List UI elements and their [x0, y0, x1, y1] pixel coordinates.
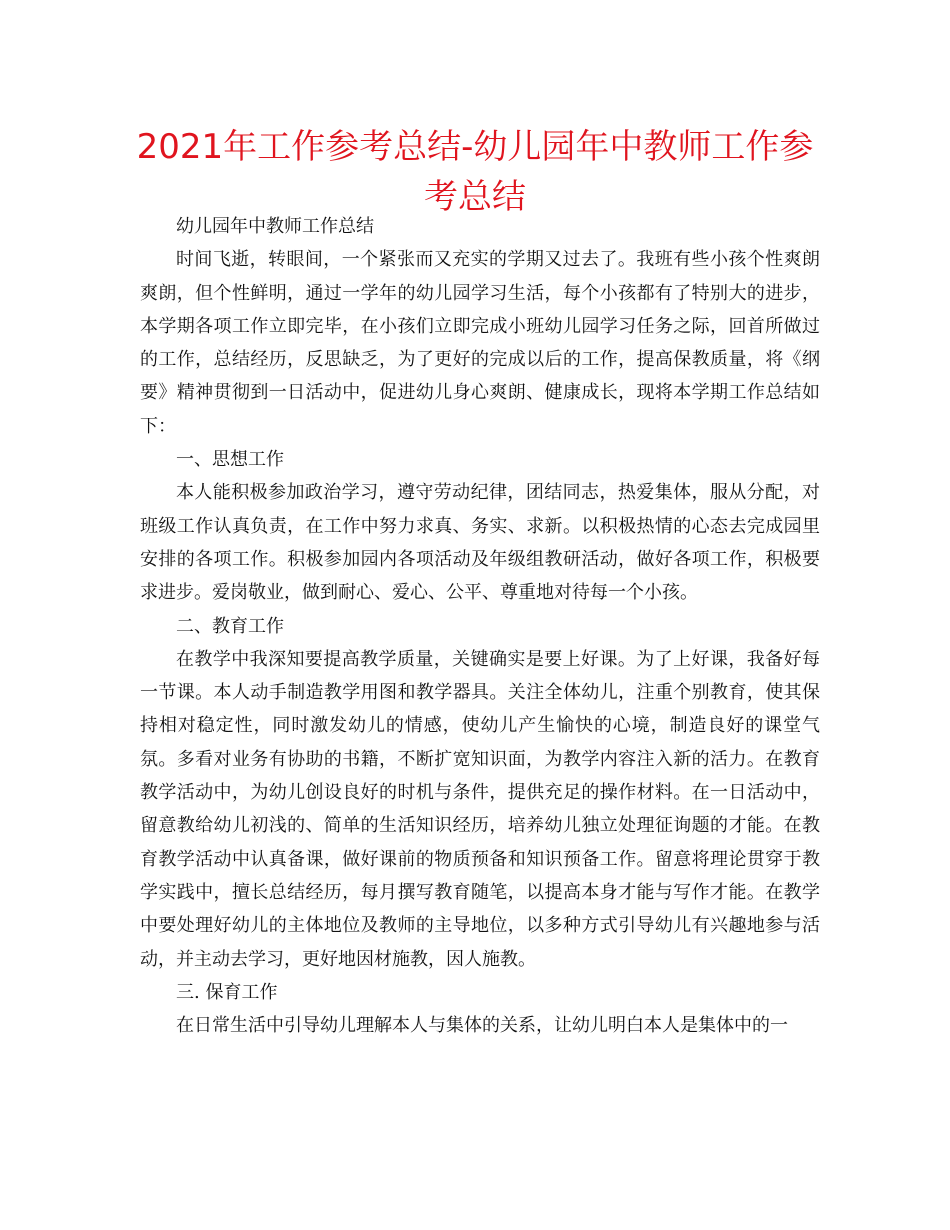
ideology-paragraph: 本人能积极参加政治学习，遵守劳动纪律，团结同志，热爱集体，服从分配，对班级工作认真负责，在工作中努力求真、务实、求新。以积极热情的心态去完成园里安排的各项工作。积极参加园内各项活动及年级组教研活动，做好各项工作，积极要求进步。爱岗敬业，做到耐心、爱心、公平、尊重地对待每一个小孩。 — [140, 482, 820, 604]
document-body — [140, 210, 820, 1042]
education-paragraph: 在教学中我深知要提高教学质量，关键确实是要上好课。为了上好课，我备好每一节课。本人动手制造教学用图和教学器具。关注全体幼儿，注重个别教育，使其保持相对稳定性，同时激发幼儿的情感，使幼儿产生愉快的心境，制造良好的课堂气氛。多看对业务有协助的书籍，不断扩宽知识面，为教学内容注入新的活力。在教育教学活动中，为幼儿创设良好的时机与条件，提供充足的操作材料。在一日活动中，留意教给幼儿初浅的、简单的生活知识经历，培养幼儿独立处理征询题的才能。在教育教学活动中认真备课，做好课前的物质预备和知识预备工作。留意将理论贯穿于教学实践中，擅长总结经历，每月撰写教育随笔，以提高本身才能与写作才能。在教学中要处理好幼儿的主体地位及教师的主导地位，以多种方式引导幼儿有兴趣地参与活动，并主动去学习，更好地因材施教，因人施教。 — [140, 648, 820, 970]
section-heading-care: 三. 保育工作 — [176, 981, 278, 1003]
subtitle-paragraph: 幼儿园年中教师工作总结 — [176, 216, 374, 237]
section-heading-education: 二、教育工作 — [176, 615, 284, 637]
document-title: 2021年工作参考总结-幼儿园年中教师工作参考总结 — [136, 127, 814, 217]
section-heading-ideology: 一、思想工作 — [176, 449, 284, 471]
intro-paragraph: 时间飞逝，转眼间，一个紧张而又充实的学期又过去了。我班有些小孩个性爽朗爽朗，但个性鲜明，通过一学年的幼儿园学习生活，每个小孩都有了特别大的进步，本学期各项工作立即完毕，在小孩们立即完成小班幼儿园学习任务之际，回首所做过的工作，总结经历，反思缺乏，为了更好的完成以后的工作，提高保教质量，将《纲要》精神贯彻到一日活动中，促进幼儿身心爽朗、健康成长，现将本学期工作总结如下： — [140, 249, 820, 437]
care-paragraph: 在日常生活中引导幼儿理解本人与集体的关系，让幼儿明白本人是集体中的一 — [176, 1015, 788, 1037]
